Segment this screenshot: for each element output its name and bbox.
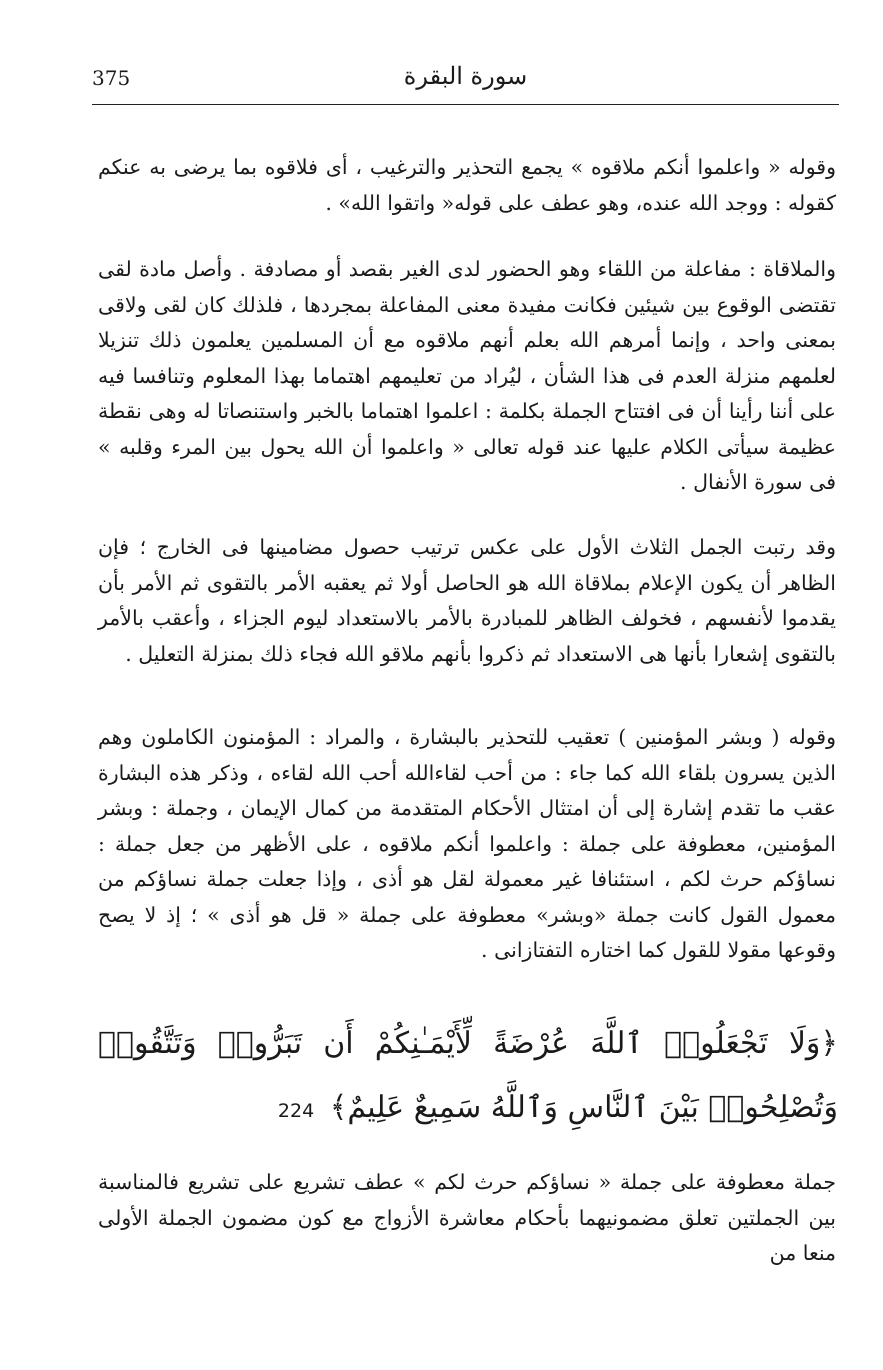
verse-number: 224 <box>277 1100 315 1122</box>
paragraph-5: جملة معطوفة على جملة « نساؤكم حرث لكم » عطف تشريع على تشريع فالمناسبة بين الجملتين تعلق مضمونيهما بأحكام معاشرة الأزواج مع كون مضمون الجملة الأولى منعا من <box>98 1170 836 1265</box>
page-header <box>92 62 839 100</box>
paragraph-3: وقد رتبت الجمل الثلاث الأول على عكس ترتيب حصول مضامينها فى الخارج ؛ فإن الظاهر أن يكون الإعلام بملاقاة الله هو الحاصل أولا ثم يعقبه الأمر بالتقوى ثم الأمر بأن يقدموا لأنفسهم ، فخولف الظاهر للمبادرة بالأمر بالاستعداد ليوم الجزاء ، وأعقب بالأمر بالتقوى إشعارا بأنها هى الاستعداد ثم ذكروا بأنهم ملاقو الله فجاء ذلك بمنزلة التعليل . <box>98 535 836 666</box>
running-title: سورة البقرة <box>403 62 528 90</box>
header-divider <box>92 104 839 105</box>
quran-verse <box>98 1012 838 1143</box>
quran-verse-text: ﴿وَلَا تَجْعَلُوا۟ ٱللَّهَ عُرْضَةً لِّأَيْمَـٰنِكُمْ أَن تَبَرُّوا۟ وَتَتَّقُوا۟ وَتُصْلِحُوا۟ بَيْنَ ٱلنَّاسِ وَٱللَّهُ سَمِيعٌ عَلِيمٌ﴾ <box>98 1026 838 1125</box>
paragraph-2: والملاقاة : مفاعلة من اللقاء وهو الحضور لدى الغير بقصد أو مصادفة . وأصل مادة لقى تقتضى الوقوع بين شيئين فكانت مفيدة معنى المفاعلة بمجردها ، فلذلك كان لقى ولاقى بمعنى واحد ، وإنما أمرهم الله بعلم أنهم ملاقوه مع أن المسلمين يعلمون ذلك تنزيلا لعلمهم منزلة العدم فى هذا الشأن ، ليُراد من تعليمهم اهتماما بهذا المعلوم وتنافسا فيه على أننا رأينا أن فى افتتاح الجملة بكلمة : اعلموا اهتماما بالخبر واستنصاتا له وهى نقطة عظيمة سيأتى الكلام عليها عند قوله تعالى « واعلموا أن الله يحول بين المرء وقلبه » فى سورة الأنفال . <box>98 257 836 494</box>
paragraph-4: وقوله ( وبشر المؤمنين ) تعقيب للتحذير بالبشارة ، والمراد : المؤمنون الكاملون وهم الذين يسرون بلقاء الله كما جاء : من أحب لقاءالله أحب الله لقاءه ، وذكر هذه البشارة عقب ما تقدم إشارة إلى أن امتثال الأحكام المتقدمة من كمال الإيمان ، وجملة : وبشر المؤمنين، معطوفة على جملة : واعلموا أنكم ملاقوه ، على الأظهر من جعل جملة : نساؤكم حرث لكم ، استئنافا غير معمولة لقل هو أذى ، وإذا جعلت جملة نساؤكم من معمول القول كانت جملة «وبشر» معطوفة على جملة « قل هو أذى » ؛ إذ لا يصح وقوعها مقولا للقول كما اختاره التفتازانى . <box>98 725 836 962</box>
page-number: 375 <box>92 66 131 90</box>
paragraph-1: وقوله « واعلموا أنكم ملاقوه » يجمع التحذير والترغيب ، أى فلاقوه بما يرضى به عنكم كقوله : ووجد الله عنده، وهو عطف على قوله« واتقوا الله» . <box>98 155 836 215</box>
